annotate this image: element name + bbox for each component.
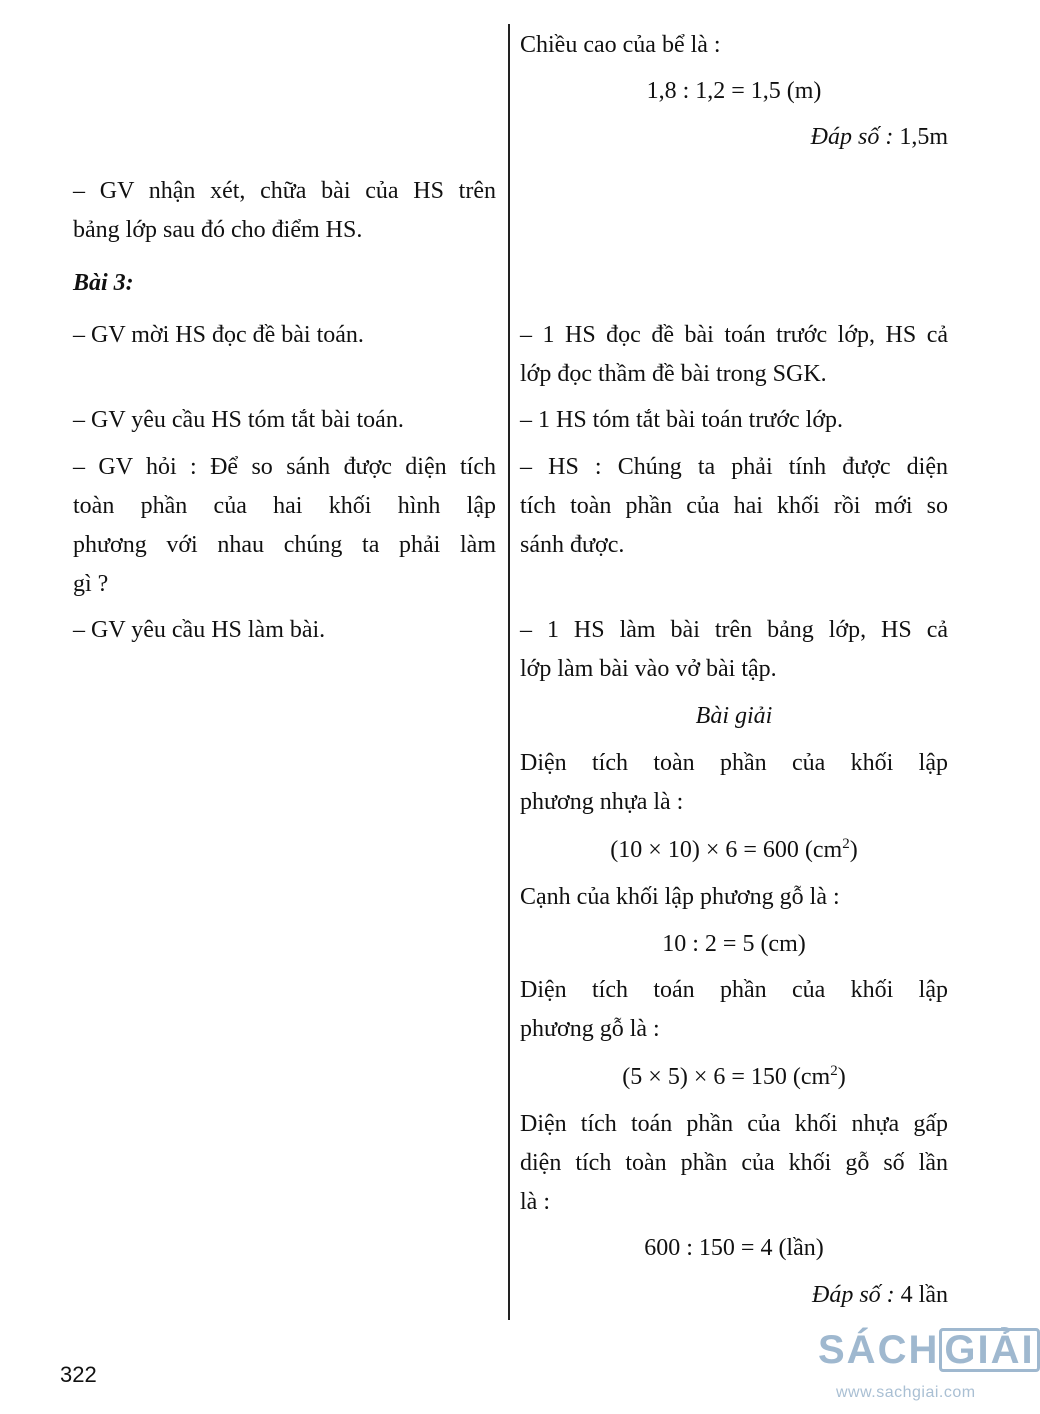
work-line-2: lớp làm bài vào vở bài tập.	[520, 656, 777, 682]
summary-response: – 1 HS tóm tắt bài toán trước lớp.	[520, 407, 844, 433]
wood-area-line-2: phương gỗ là :	[520, 1016, 660, 1042]
wood-edge-calculation: 10 : 2 = 5 (cm)	[662, 931, 806, 957]
solution-title: Bài giải	[695, 703, 773, 729]
answer-1-value: 1,5m	[893, 124, 948, 150]
read-line-2: lớp đọc thầm đề bài trong SGK.	[520, 361, 827, 387]
exercise-heading: Bài 3:	[73, 270, 134, 296]
answer-1	[520, 118, 948, 157]
wood-calc-close: )	[837, 1064, 846, 1090]
plastic-area-calculation	[520, 831, 948, 870]
review-line-1: – GV nhận xét, chữa bài của HS trên	[73, 178, 496, 204]
work-line-1: – 1 HS làm bài trên bảng lớp, HS cả	[520, 617, 948, 643]
invite-read: – GV mời HS đọc đề bài toán.	[73, 322, 364, 348]
hs-answer-line-2: tích toàn phần của hai khối rồi mới so	[520, 493, 948, 519]
plastic-calc-superscript: 2	[842, 836, 850, 852]
height-calculation: 1,8 : 1,2 = 1,5 (m)	[646, 78, 822, 104]
plastic-area-line-2: phương nhựa là :	[520, 789, 684, 815]
compare-line-3: là :	[520, 1189, 550, 1215]
logo-wordmark	[818, 1328, 1040, 1373]
wood-calc-superscript: 2	[830, 1063, 838, 1079]
read-line-1: – 1 HS đọc đề bài toán trước lớp, HS cả	[520, 322, 948, 348]
answer-2-value: 4 lần	[894, 1282, 948, 1308]
logo-part-1: SÁCH	[818, 1328, 940, 1372]
wood-area-calculation	[520, 1058, 948, 1097]
ask-work: – GV yêu cầu HS làm bài.	[73, 617, 326, 643]
answer-2	[520, 1276, 948, 1315]
height-label: Chiều cao của bể là :	[520, 32, 721, 58]
question-line-3: phương với nhau chúng ta phải làm	[73, 532, 496, 558]
sachgiai-logo	[818, 1324, 1035, 1414]
wood-edge-label: Cạnh của khối lập phương gỗ là :	[520, 884, 840, 910]
question-line-4: gì ?	[73, 571, 109, 597]
review-line-2: bảng lớp sau đó cho điểm HS.	[73, 217, 363, 243]
plastic-calc-text: (10 × 10) × 6 = 600 (cm	[610, 837, 843, 863]
hs-answer-line-1: – HS : Chúng ta phải tính được diện	[520, 454, 948, 480]
question-line-2: toàn phần của hai khối hình lập	[73, 493, 496, 519]
column-divider	[508, 24, 510, 1320]
wood-area-line-1: Diện tích toán phần của khối lập	[520, 977, 948, 1003]
plastic-calc-close: )	[849, 837, 858, 863]
compare-calculation: 600 : 150 = 4 (lần)	[644, 1235, 824, 1261]
answer-2-label: Đáp số :	[812, 1282, 895, 1308]
question-line-1: – GV hỏi : Để so sánh được diện tích	[73, 454, 496, 480]
logo-url: www.sachgiai.com	[836, 1384, 976, 1401]
compare-line-2: diện tích toàn phần của khối gỗ số lần	[520, 1150, 948, 1176]
plastic-area-line-1: Diện tích toàn phần của khối lập	[520, 750, 948, 776]
logo-part-2: GIẢI	[939, 1328, 1039, 1372]
ask-summary: – GV yêu cầu HS tóm tắt bài toán.	[73, 407, 404, 433]
answer-1-label: Đáp số :	[810, 124, 894, 150]
wood-calc-text: (5 × 5) × 6 = 150 (cm	[622, 1064, 831, 1090]
hs-answer-line-3: sánh được.	[520, 532, 625, 558]
compare-line-1: Diện tích toán phần của khối nhựa gấp	[520, 1111, 948, 1137]
page-number: 322	[60, 1362, 97, 1387]
